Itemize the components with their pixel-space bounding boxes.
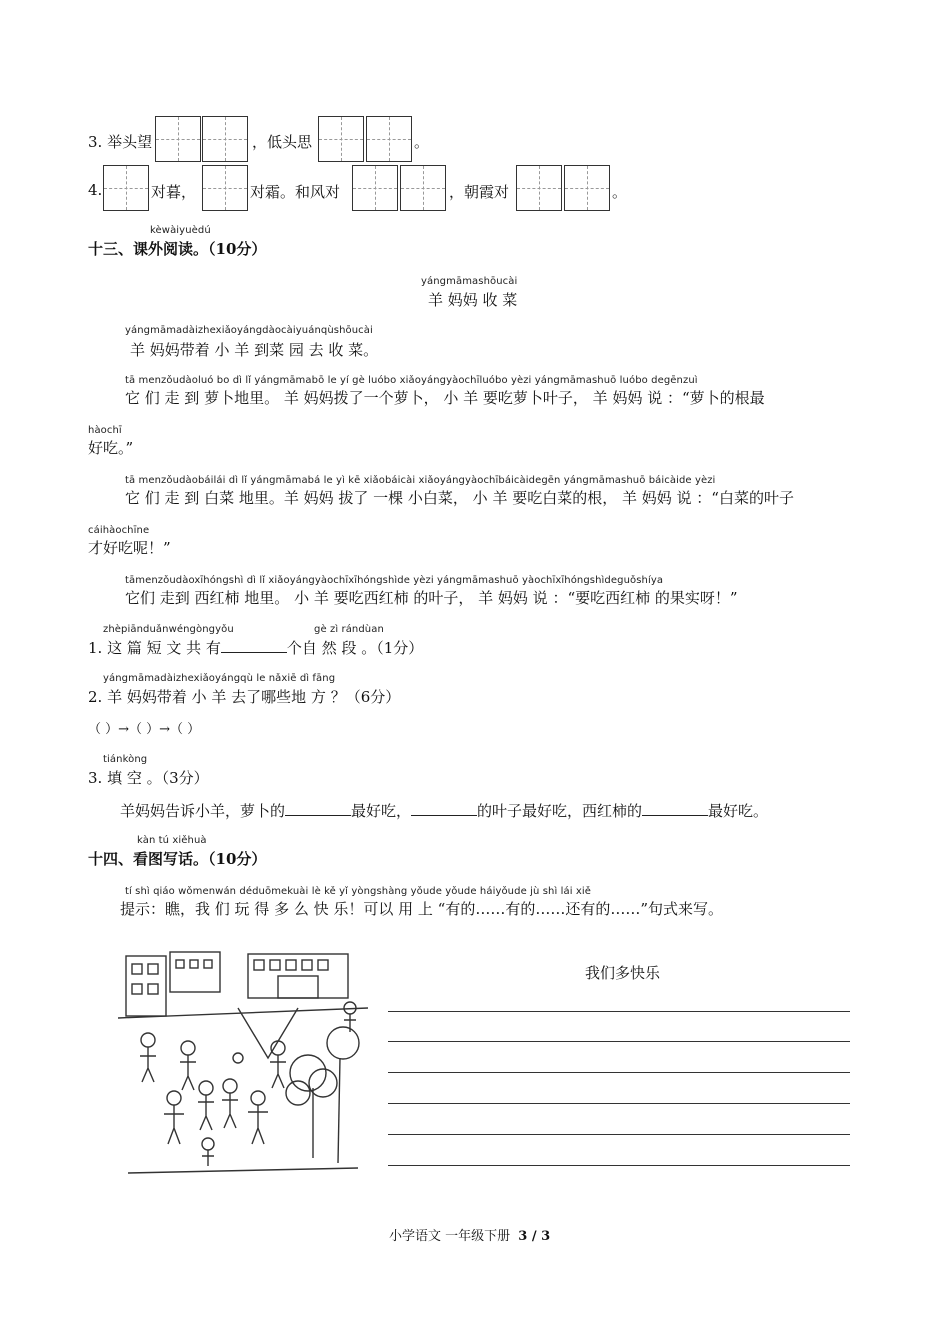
question-2: 2. 羊 妈妈带着 小 羊 去了哪些地 方 ？（6分） [88,688,401,706]
question-3: 3. 填 空 。（3分） [88,769,209,787]
writing-title: 我们多快乐 [585,964,661,982]
writing-line[interactable] [388,1072,850,1073]
section14-pinyin: kàn tú xiěhuà [137,835,207,846]
writing-line[interactable] [388,1165,850,1166]
answer-box[interactable] [155,116,201,162]
answer-box[interactable] [103,165,149,211]
answer-blank[interactable] [642,801,708,816]
paragraph-1: 羊 妈妈带着 小 羊 到菜 园 去 收 菜。 [130,341,379,359]
section14-title: 十四、看图写话。（10分） [88,850,267,868]
p3b-pinyin: cáihàochīne [88,525,150,536]
answer-box[interactable] [516,165,562,211]
q2-answer-paths[interactable]: （ ）→（ ）→（ ） [88,722,201,737]
q1-pinyin-a: zhèpiānduǎnwéngòngyǒu [103,624,234,635]
answer-box[interactable] [202,165,248,211]
writing-line[interactable] [388,1011,850,1012]
answer-blank[interactable] [221,638,287,653]
paragraph-3: 它 们 走 到 白菜 地里。羊 妈妈 拔了 一棵 小白菜， 小 羊 要吃白菜的根， 羊 妈妈 说 ：“白菜的叶子 [125,489,794,507]
p4-pinyin: tāmenzǒudàoxīhóngshì dì lǐ xiǎoyángyàochīxīhóngshìde yèzi yángmāmashuō yàochīxīhóngshìdeguǒshíya [125,575,664,586]
page-number: 3 / 3 [518,1229,551,1244]
hint-text: 提示：瞧，我 们 玩 得 多 么 快 乐！可以 用 上 “有的……有的……还有的……”句式来写。 [120,900,724,918]
paragraph-2: 它 们 走 到 萝卜地里。 羊 妈妈拨了一个萝卜， 小 羊 要吃萝卜叶子， 羊 妈妈 说 ：“萝卜的根最 [125,389,765,407]
story-title: 羊 妈妈 收 菜 [428,291,518,309]
q3-end: 。 [414,133,430,151]
children-playing-drawing [118,948,368,1184]
hint-pinyin: tí shì qiáo wǒmenwán déduōmekuài lè kě yǐ yòngshàng yǒude yǒude háiyǒude jù shì lái xiě [125,886,592,897]
paragraph-2-cont: 好吃。” [88,439,134,457]
q4-text3: ，朝霞对 [449,183,510,201]
writing-line[interactable] [388,1103,850,1104]
writing-line[interactable] [388,1134,850,1135]
answer-box[interactable] [366,116,412,162]
p3-pinyin: tā menzǒudàobáilái dì lǐ yángmāmabá le yì kē xiǎobáicài xiǎoyángyàochībáicàidegēn yángmāmashuō báicàide yèzi [125,475,716,486]
q3-mid: ，低头思 [252,133,313,151]
p1-pinyin: yángmāmadàizhexiǎoyángdàocàiyuánqùshōucài [125,325,373,336]
q4-text1: 对暮， [151,183,197,201]
answer-blank[interactable] [285,801,351,816]
answer-blank[interactable] [411,801,477,816]
story-title-pinyin: yángmāmashōucài [421,276,518,287]
p2b-pinyin: hàochī [88,425,122,436]
section13-title: 十三、课外阅读。（10分） [88,240,267,258]
children-playing-illustration [118,948,368,1184]
p2-pinyin: tā menzǒudàoluó bo dì lǐ yángmāmabō le yí gè luóbo xiǎoyángyàochīluóbo yèzi yángmāmashuō luóbo degēnzuì [125,375,698,386]
answer-box[interactable] [352,165,398,211]
writing-line[interactable] [388,1041,850,1042]
question-1: 1. 这 篇 短 文 共 有 个自 然 段 。（1分） [88,639,424,657]
q4-text2: 对霜。和风对 [250,183,341,201]
q2-pinyin: yángmāmadàizhexiǎoyángqù le nǎxiē dì fāng [103,673,336,684]
q3-fill-sentence: 羊妈妈告诉小羊，萝卜的 最好吃， 的叶子最好吃，西红柿的 最好吃。 [120,802,769,820]
page-footer: 小学语文 一年级下册 3 / 3 [389,1229,551,1244]
answer-box[interactable] [564,165,610,211]
answer-box[interactable] [202,116,248,162]
q4-prefix: 4. [88,181,103,199]
section13-pinyin: kèwàiyuèdú [150,225,211,236]
q3-pinyin: tiánkòng [103,754,148,765]
q1-pinyin-b: gè zì rándùan [314,624,384,635]
paragraph-3-cont: 才好吃呢！” [88,539,171,557]
paragraph-4: 它们 走到 西红柿 地里。 小 羊 要吃西红柿 的叶子， 羊 妈妈 说 ：“要吃西红柿 的果实呀！” [125,589,738,607]
answer-box[interactable] [318,116,364,162]
answer-box[interactable] [400,165,446,211]
q4-end: 。 [612,183,628,201]
q3-prefix: 3. 举头望 [88,133,153,151]
